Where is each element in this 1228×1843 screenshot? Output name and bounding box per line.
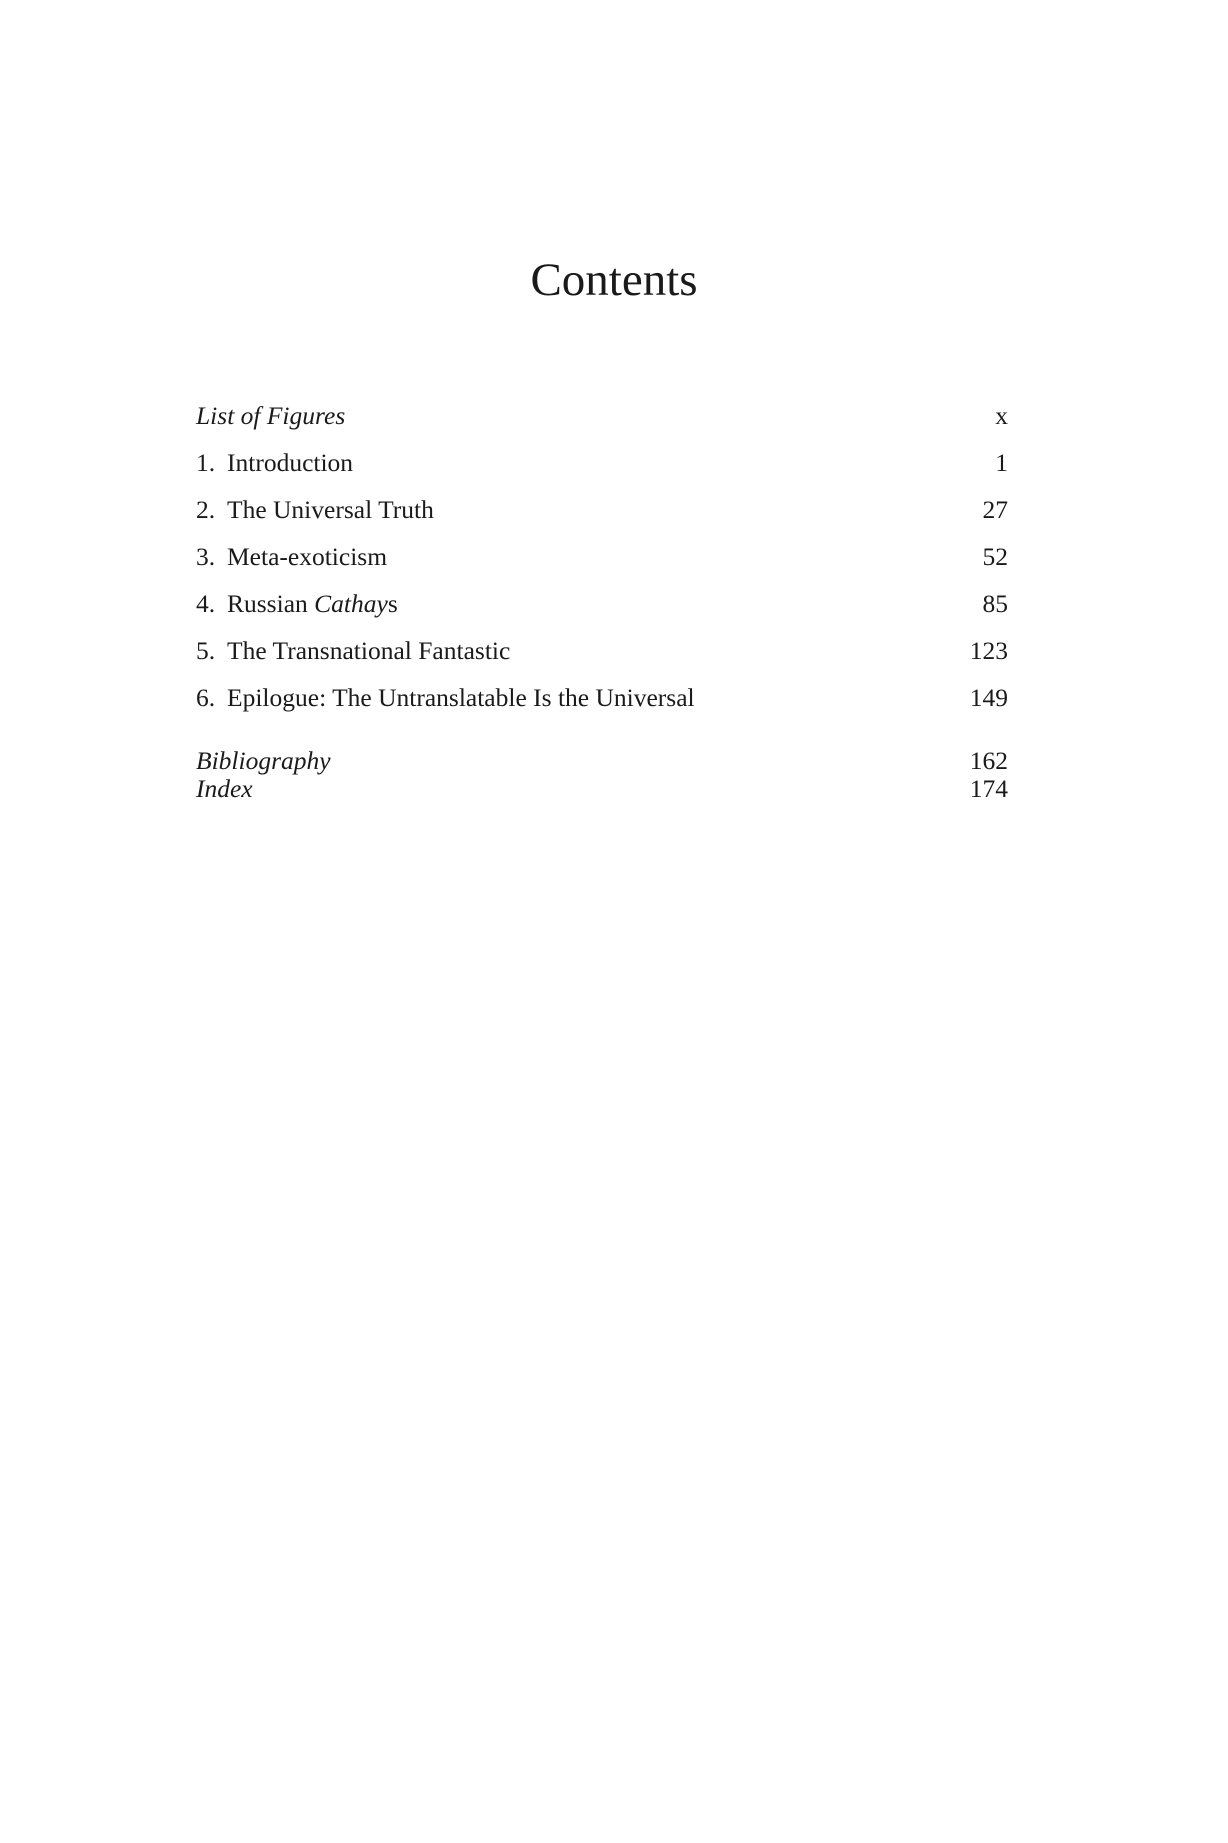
chapter-title: The Universal Truth	[227, 495, 434, 524]
toc-entry-chapter-2[interactable]	[196, 493, 1008, 527]
toc-entry-label	[196, 634, 510, 668]
toc-entry-label: Bibliography	[196, 746, 331, 775]
chapter-title: Introduction	[227, 448, 354, 477]
chapter-title-italic: Cathay	[314, 589, 388, 618]
toc-entry-page: 174	[969, 774, 1008, 803]
chapter-title-prefix: Russian	[227, 589, 315, 618]
toc-entry-label	[196, 587, 398, 621]
chapter-number: 2.	[196, 495, 216, 524]
toc-entry-page: 1	[995, 448, 1008, 477]
chapter-title: Epilogue: The Untranslatable Is the Universal	[227, 683, 695, 712]
toc-entry-page: 52	[982, 542, 1008, 571]
toc-entry-label: List of Figures	[196, 401, 346, 430]
toc-entry-label	[196, 540, 387, 574]
toc-entry-index[interactable]	[196, 772, 1008, 806]
toc-entry-page: x	[995, 401, 1008, 430]
toc-entry-label	[196, 446, 353, 480]
toc-entry-page: 149	[969, 683, 1008, 712]
toc-entry-label: Index	[196, 774, 253, 803]
chapter-title-suffix: s	[387, 589, 398, 618]
chapter-number: 3.	[196, 542, 216, 571]
chapter-number: 4.	[196, 589, 216, 618]
toc-entry-chapter-5[interactable]	[196, 634, 1008, 668]
toc-entry-chapter-6[interactable]	[196, 681, 1008, 715]
chapter-number: 5.	[196, 636, 216, 665]
chapter-number: 6.	[196, 683, 216, 712]
toc-entry-label	[196, 493, 434, 527]
page-title: Contents	[530, 254, 698, 306]
toc-entry-chapter-1[interactable]	[196, 446, 1008, 480]
toc-entry-page: 123	[969, 636, 1008, 665]
toc-entry-page: 27	[982, 495, 1008, 524]
toc-entry-page: 162	[969, 746, 1008, 775]
chapter-number: 1.	[196, 448, 216, 477]
toc-entry-chapter-4[interactable]	[196, 587, 1008, 621]
toc-entry-label	[196, 681, 695, 715]
chapter-title: Meta-exoticism	[227, 542, 388, 571]
chapter-title: The Transnational Fantastic	[227, 636, 511, 665]
toc-entry-list-of-figures[interactable]	[196, 399, 1008, 433]
toc-entry-page: 85	[982, 589, 1008, 618]
toc-entry-chapter-3[interactable]	[196, 540, 1008, 574]
